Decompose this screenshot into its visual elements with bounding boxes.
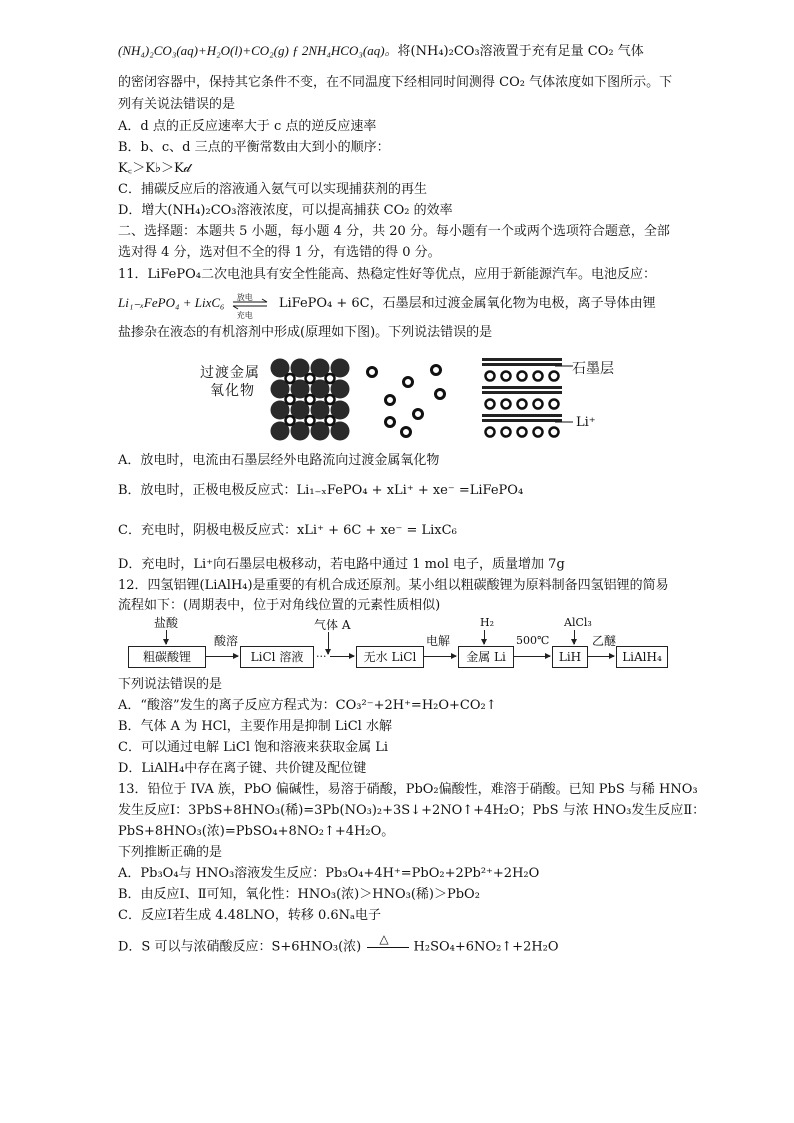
q11-option-a: A．放电时，电流由石墨层经外电路流向过渡金属氧化物 (118, 453, 440, 468)
q12-ask: 下列说法错误的是 (118, 677, 223, 692)
step-label-electrolysis: 电解 (426, 634, 451, 648)
right-arrow-icon (588, 656, 614, 657)
input-label-gas-a: 气体 A (314, 618, 351, 632)
input-label-hcl: 盐酸 (154, 616, 179, 630)
flow-box-lih: LiH (552, 646, 588, 668)
delta-symbol: △ (379, 932, 389, 946)
q13-stem3: PbS+8HNO₃(浓)=PbSO₄+8NO₂↑+4H₂O。 (118, 824, 395, 839)
q10-stem-line3: 列有关说法错误的是 (118, 97, 236, 112)
fig-label-graphite: 石墨层 (572, 361, 614, 377)
step-label-500c: 500℃ (516, 634, 550, 647)
equilibrium-arrow (229, 292, 275, 320)
li-ion-ring (286, 374, 295, 383)
q13-option-a: A．Pb₃O₄与 HNO₃溶液发生反应：Pb₃O₄+4H⁺=PbO₂+2Pb²⁺+2H₂O (118, 866, 540, 881)
li-ion-ring (550, 428, 559, 437)
q10-stem-line2: 的密闭容器中，保持其它条件不变，在不同温度下经相同时间测得 CO₂ 气体浓度如下图所示。下 (118, 75, 673, 90)
graphite-sheet (482, 391, 562, 394)
li-ion-ring (502, 428, 511, 437)
q10-equation: (NH₄)₂CO₃(aq)+H₂O(l)+CO₂(g) ƒ 2NH₄HCO₃(aq)。 (118, 43, 398, 58)
q11-option-b: B．放电时，正极电极反应式：Li₁₋ₓFePO₄ + xLi⁺ + xe⁻ =LiFePO₄ (118, 483, 524, 498)
li-ion-ring (326, 374, 335, 383)
fig-label-li-ion: Li⁺ (576, 415, 596, 430)
q10-option-b-cont: K꜀＞K♭＞K𝒹 (118, 161, 191, 176)
q13-ask: 下列推断正确的是 (118, 845, 223, 860)
flow-box-crude-li2co3: 粗碳酸锂 (128, 646, 206, 668)
li-ion-ring (502, 372, 511, 381)
li-ion-ring (518, 400, 527, 409)
li-ion-ring (306, 395, 315, 404)
input-label-alcl3: AlCl₃ (564, 616, 592, 629)
li-ion-ring (502, 400, 511, 409)
flow-box-licl-solution: LiCl 溶液 (240, 646, 314, 668)
section2-line2: 选对得 4 分，选对但不全的得 1 分，有选错的得 0 分。 (118, 245, 441, 260)
step-label-ether: 乙醚 (592, 634, 617, 648)
right-arrow-icon (514, 656, 550, 657)
li-ion-ring (518, 372, 527, 381)
q12-option-c: C．可以通过电解 LiCl 饱和溶液来获取金属 Li (118, 740, 389, 755)
q10-option-a: A．d 点的正反应速率大于 c 点的逆反应速率 (118, 119, 377, 134)
q13-option-c: C．反应Ⅰ若生成 4.48LNO，转移 0.6Nₐ电子 (118, 908, 382, 923)
q11-option-c: C．充电时，阴极电极反应式：xLi⁺ + 6C + xe⁻ = LixC₆ (118, 523, 457, 538)
heat-condition-arrow (365, 932, 409, 956)
discharge-label: 放电 (236, 292, 253, 302)
graphite-sheet (482, 358, 562, 361)
q11-equation-line (118, 292, 656, 320)
step-label-acid-dissolve: 酸溶 (214, 634, 239, 648)
li-ion-ring (518, 428, 527, 437)
q12-option-a: A．“酸溶”发生的离子反应方程式为：CO₃²⁻+2H⁺=H₂O+CO₂↑ (118, 698, 497, 713)
down-arrow-icon (166, 630, 167, 644)
graphite-sheet (482, 386, 562, 389)
fig-leader-lines (555, 356, 575, 426)
equals-line (367, 947, 409, 948)
q12-option-d: D．LiAlH₄中存在离子键、共价键及配位键 (118, 761, 367, 776)
graphite-sheet (482, 414, 562, 417)
input-label-h2: H₂ (480, 616, 495, 629)
li-ion-ring (306, 374, 315, 383)
fig-label-transition-metal: 过渡金属 (200, 365, 260, 381)
right-arrow-icon (206, 656, 238, 657)
right-arrow-icon (330, 656, 354, 657)
q11-option-d: D．充电时，Li⁺向石墨层电极移动，若电路中通过 1 mol 电子，质量增加 7g (118, 557, 565, 572)
down-arrow-icon (574, 630, 575, 644)
li-ion-ring (326, 416, 335, 425)
q10-stem-line1 (118, 42, 644, 61)
process-flowchart (118, 612, 678, 672)
down-arrow-icon (484, 630, 485, 644)
li-ion-ring (326, 395, 335, 404)
q13-option-b: B．由反应Ⅰ、Ⅱ可知，氧化性：HNO₃(浓)＞HNO₃(稀)＞PbO₂ (118, 887, 480, 902)
li-ion-ring (286, 395, 295, 404)
q10-stem-tail: 将(NH₄)₂CO₃溶液置于充有足量 CO₂ 气体 (397, 44, 644, 59)
flow-ellipsis: ··· (316, 650, 327, 663)
q12-stem2: 流程如下：(周期表中，位于对角线位置的元素性质相似) (118, 598, 441, 613)
q13-stem1: 13．铅位于 IVA 族，PbO 偏碱性，易溶于硝酸，PbO₂偏酸性，难溶于硝酸。已知 PbS 与稀 HNO₃ (118, 782, 698, 797)
li-ion-ring (486, 428, 495, 437)
fig-oxide-lattice (270, 358, 350, 442)
q11-eq-right: LiFePO₄ + 6C，石墨层和过渡金属氧化物为电极，离子导体由锂 (278, 296, 656, 311)
q13-stem2: 发生反应Ⅰ：3PbS+8HNO₃(稀)=3Pb(NO₃)₂+3S↓+2NO↑+4H₂O；PbS 与浓 HNO₃发生反应Ⅱ： (118, 803, 706, 818)
q10-option-c: C．捕碳反应后的溶液通入氨气可以实现捕获剂的再生 (118, 182, 427, 197)
q11-stem3: 盐掺杂在液态的有机溶剂中形成(原理如下图)。下列说法错误的是 (118, 325, 493, 340)
q13-option-d-pre: D．S 可以与浓硝酸反应：S+6HNO₃(浓) (118, 939, 362, 955)
li-ion-ring (534, 372, 543, 381)
down-arrow-icon (328, 632, 329, 654)
fig-label-oxide: 氧化物 (210, 383, 255, 399)
li-ion-ring (486, 400, 495, 409)
charge-label: 充电 (236, 310, 253, 320)
q11-stem1: 11．LiFePO₄二次电池具有安全性能高、热稳定性好等优点，应用于新能源汽车。电池反应： (118, 267, 656, 282)
q11-eq-left: Li₁₋ₓFePO₄ + LixC₆ (118, 295, 225, 310)
li-ion-ring (534, 400, 543, 409)
q13-option-d (118, 932, 559, 957)
q12-stem1: 12．四氢铝锂(LiAlH₄)是重要的有机合成还原剂。某小组以粗碳酸锂为原料制备四氢铝锂的简易 (118, 578, 669, 593)
double-arrow-icon (229, 295, 275, 313)
fig-electrolyte-ions (360, 362, 460, 438)
flow-box-anhydrous-licl: 无水 LiCl (356, 646, 424, 668)
section2-line1: 二、选择题：本题共 5 小题，每小题 4 分，共 20 分。每小题有一个或两个选项符合题意，全部 (118, 224, 670, 239)
li-ion-ring (486, 372, 495, 381)
graphite-sheet (482, 419, 562, 422)
q12-option-b: B．气体 A 为 HCl，主要作用是抑制 LiCl 水解 (118, 719, 392, 734)
q10-option-d: D．增大(NH₄)₂CO₃溶液浓度，可以提高捕获 CO₂ 的效率 (118, 203, 453, 218)
q10-option-b: B．b、c、d 三点的平衡常数由大到小的顺序： (118, 140, 390, 155)
flow-box-lialh4: LiAlH₄ (616, 646, 668, 668)
li-ion-ring (286, 416, 295, 425)
right-arrow-icon (424, 656, 456, 657)
flow-box-metal-li: 金属 Li (458, 646, 514, 668)
li-ion-ring (534, 428, 543, 437)
li-ion-ring (306, 416, 315, 425)
graphite-sheet (482, 363, 562, 366)
q13-option-d-post: H₂SO₄+6NO₂↑+2H₂O (413, 939, 559, 955)
